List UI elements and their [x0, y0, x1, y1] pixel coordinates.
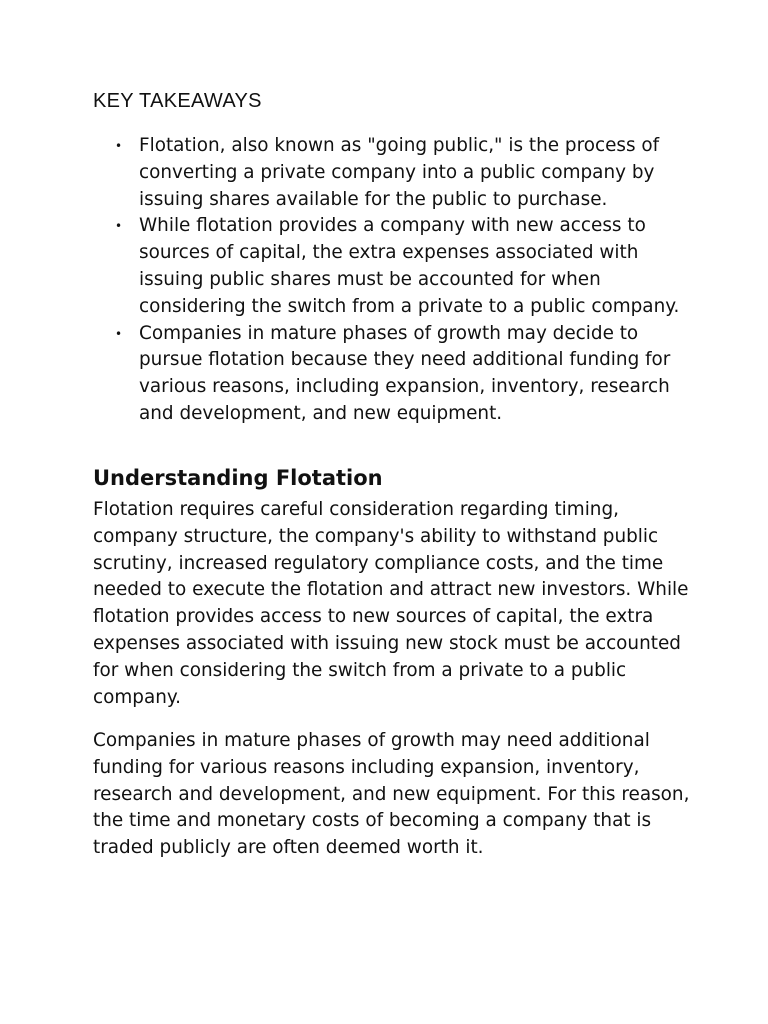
bullet-icon: •: [115, 219, 123, 234]
list-item-text: Companies in mature phases of growth may decide to pursue flotation because they need additional funding for various reasons, including expansion, inventory, research and development, and new equipment.: [139, 322, 671, 424]
list-item-text: While flotation provides a company with new access to sources of capital, the extra expenses associated with issuing public shares must be accounted for when considering the switch from a private to a public company.: [139, 215, 680, 317]
bullet-icon: •: [115, 326, 123, 341]
body-paragraph: Companies in mature phases of growth may need additional funding for various reasons including expansion, inventory, research and development, and new equipment. For this reason, the time and monetary costs of becoming a company that is traded publicly are often deemed worth it.: [93, 730, 690, 859]
list-item: [93, 213, 693, 320]
body-paragraph: Flotation requires careful consideration regarding timing, company structure, the company's ability to withstand public scrutiny, increased regulatory compliance costs, and the time needed to execute the flotation and attract new investors. While flotation provides access to new sources of capital, the extra expenses associated with issuing new stock must be accounted for when considering the switch from a private to a public company.: [93, 499, 689, 708]
key-takeaways-list: [93, 133, 693, 428]
bullet-icon: •: [115, 139, 123, 153]
section-heading: Understanding Flotation: [93, 466, 383, 490]
list-item: [93, 133, 693, 213]
key-takeaways-heading: KEY TAKEAWAYS: [93, 90, 262, 112]
list-item-text: Flotation, also known as "going public," is the process of converting a private company into a public company by issuing shares available for the public to purchase.: [139, 135, 660, 210]
list-item: [93, 321, 693, 428]
